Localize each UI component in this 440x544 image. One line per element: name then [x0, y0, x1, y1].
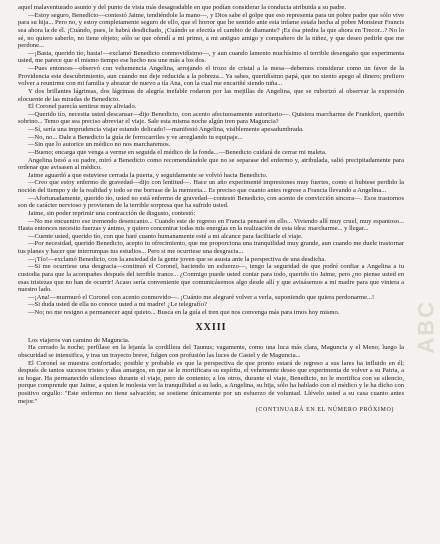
- paragraph: —No, no... Dale a Benedicto la guía de ferrocarriles y ve arreglando tu equipaje...: [28, 133, 243, 141]
- paragraph: —No; no me resigno a permanecer aquí quieto... Busca en la guía el tren que nos convenga más para irnos hoy mismo.: [28, 309, 340, 316]
- paragraph: Angelina besó a su padre, miró a Benedicto como recomendándole que no se separase del enfermo y, atribulada, salió precipitadamente para ordenar que avisasen al médico.: [18, 156, 404, 172]
- paragraph: El Coronel parecía sentirse muy aliviado.: [28, 103, 137, 111]
- paragraph: —Sin que lo autorice un médico no nos marcharemos.: [28, 141, 171, 149]
- continued-note: (CONTINUARÁ EN EL NÚMERO PRÓXIMO): [255, 407, 394, 414]
- paragraph: —Si me ocurriese una desgracia—continuó el Coronel, haciendo un esfuerzo—, tengo la seguridad de que podré confiar a Angelina a tu custodia para que la acompañes después del terrible trance... ¿Conmigo puede usted contar para todo, querido tío Jaime, pero ¿no piense usted en esas tristezas que no han de ocurrir! Acaso sería conveniente que comunicásemos algo desde allí y que avisásemos a mi madre para que viniera a nuestro lado.: [18, 263, 404, 294]
- paragraph: —¡Basta, querido tío, basta!—exclamó Benedicto conmovidísimo—, y aun cuando lamento muchísimo el terrible desengaño que experimenta usted, me parece que el mismo tiempo ese hecho nos une más a los dos.: [18, 49, 404, 65]
- paragraph: Los viajeros van camino de Maguncia.: [28, 336, 130, 344]
- paragraph: —Pues entonces—observó con vehemencia Angelina, arrojando el trozo de cristal a la mesa—debemos considerar como un favor de la Providencia este descubrimiento, aun cuando me deje reducida a la pobreza... Ya sabes, queridísimo papá, que no siento apego al dinero; prefiero volver a reunirme con mi familia y abrazar de nuevo a tía Ana, con la cual me encariñé siendo niña...: [18, 65, 404, 88]
- paragraph: —Cuente usted, querido tío, con que haré cuanto humanamente esté a mi alcance para facilitarle el viaje.: [28, 232, 303, 240]
- paragraph: Y dos brillantes lágrimas, dos lágrimas de alegría inefable rodaron por las mejillas de Angelina, que se ruborizó al observar la expresión elocuente de las miradas de Benedicto.: [18, 87, 404, 103]
- paragraph: —Afortunadamente, querido tío, usted no está enfermo de gravedad—contestó Benedicto, con acento de convicción sincera—. Esos trastornos son de carácter nervioso y provienen de la terrible sorpresa que ha sufrido usted.: [18, 194, 404, 210]
- paragraph: —Sí, sería una imprudencia viajar estando delicado!—manifestó Angelina, visiblemente apesadumbrada.: [28, 126, 304, 133]
- paragraph: —No me encuentro ese tremendo desencanto... Cuando este de regreso en Francia pensaré en ello... Viviendo allí muy cruel, muy espantoso... Hasta entonces necesito fuerzas y ánimo, y quiero concentrar todas mis energías en la realización de esta idea: marcharme... y llegar...: [18, 217, 404, 233]
- paragraph: —Querido tío, necesita usted descansar—dijo Benedicto, con acento afectuosamente autoritario—. Quisiera marcharme de Frankfort, querido sobrino... Temo que sea preciso abreviar el viaje. Sale esta misma noche algún tren para Maguncia?: [18, 110, 404, 126]
- paragraph: aquel malaventurado asunto y del punto de vista más desagradable en que podían considerar la conducta atribuida a su padre.: [18, 4, 346, 11]
- paragraph: —Estoy seguro, Benedicto—contestó Jaime, tendiéndole la mano—, y Dios sabe el golpe que eso representa para un pobre padre que sólo vive para su hija... Pero no, y estoy completamente seguro de ello, que el horror que he sentido ante esta infame estafa hecha al pobre Monsieur Francis sea ahora la de él. ¡Cuándo, pues, le habrá desdichado, ¡Cuándo se efectúa el cambio de diamante? ¡Es ésa piedra la que ahora en Trecor...? No lo sé, no quiero saberlo, no tiene objeto; sólo se que ofendí a mi primo, a mi antiguo amigo y compañero de la niñez, y que deseo pedirle que me perdone...: [18, 11, 404, 50]
- paragraph: —Por necesidad, querido Benedicto, acepto tu ofrecimiento, que me proporciona una tranquilidad muy grande, aun cuando me duele trastornar tus planes y hacer que interrumpas tus estudios... Pero si me ocurriese una desgracia...: [18, 240, 404, 255]
- paragraph: —Si duda usted de ella no conoce usted a mi madre! ¿Le telegrafío?: [28, 301, 207, 309]
- paragraph: Jaime aguardó a que estuviese cerrada la puerta, y seguidamente se volvió hacia Benedicto.: [28, 171, 268, 179]
- chapter-heading: XXIII: [195, 321, 227, 333]
- watermark: ABC: [414, 300, 439, 354]
- paragraph: —¡Tío!—exclamó Benedicto, con la ansiedad de la gente joven que se asusta ante la perspectiva de una desdicha.: [28, 255, 326, 263]
- paragraph: Ha cerrado la noche; perfílase en la lejanía la cordillera del Taunus; vagamente, como una luca más clara, Maguncia y el Meno; luego la obscuridad se intensifica, y tras un trayecto breve, fulgen con profusión las luces de Castel y de Maguncia...: [18, 344, 404, 359]
- paragraph: —¡Ana!—murmuró el Coronel con acento conmovido—. ¡Cuánto me alegraré volver a verla, suponiendo que quiera perdonarme...!: [28, 293, 375, 301]
- article-text-part2: [18, 337, 404, 406]
- article-text-part1: [18, 4, 404, 317]
- paragraph: —Bueno; encarga que venga a verme en seguida el médico de la fonda...—Benedicto cuidará de cerrar mi maleta.: [28, 148, 327, 156]
- paragraph: Jaime, sin poder reprimir una contracción de disgusto, contestó:: [28, 209, 196, 217]
- paragraph: El Coronel se muestra confortado; posible y probable es que la perspectiva de que pronto estará de regreso a sus lares ha influido en él; después de tantos sucesos tristes y días amargos, en que se le mortificara su espíritu, el vehemente deseo que experimenta de volver a su Patria, a su hogar. Ha permanecido silencioso durante el viaje, pero de contento; a los otros, durante el viaje, Benedicto, no le mortifica con su silencio, porque comprende que Jaime, a quien le molesta ver la tranquilidad a su lado, a Angelina, su hija, sólo ha hablado con el médico y le ha dicho con positivo orgullo: "Este enfermo no tiene salvación; se sostiene únicamente por un esfuerzo de voluntad. Llévelo usted a su casa cuanto antes mejor.": [18, 359, 404, 405]
- paragraph: —Creo que estoy enfermo de gravedad—dijo con lentitud—. Hace un año experimenté impresiones muy fuertes, como si hubiese perdido la noción del tiempo y de la realidad y todo se me borrase de la memoria... Es preciso que cuanto antes regrese a Francia llevando a Angelina...: [18, 179, 404, 194]
